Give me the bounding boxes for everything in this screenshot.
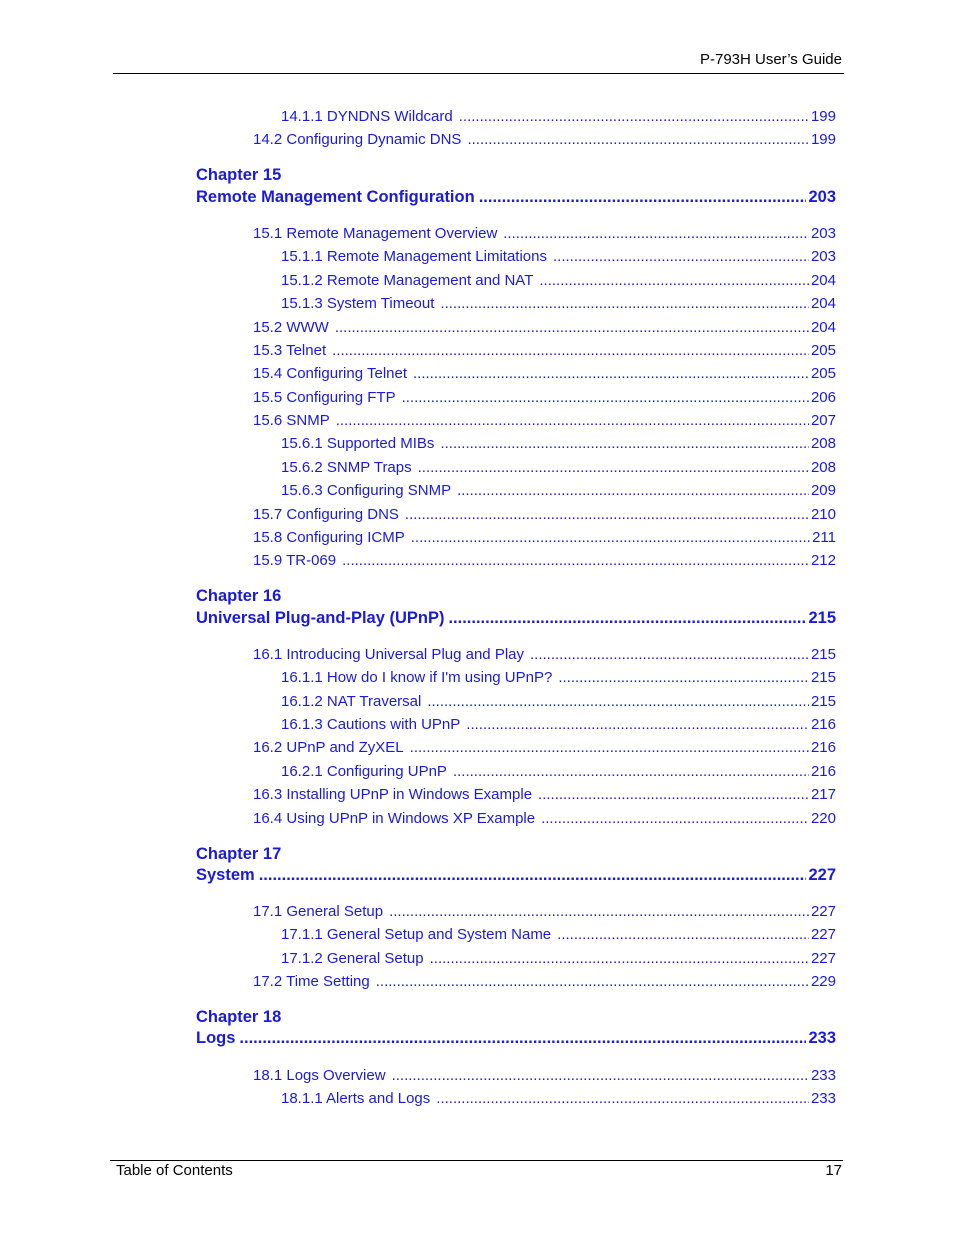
footer-page-number: 17 [825, 1162, 842, 1179]
toc-entry-15-6[interactable]: 15.6 SNMP ..... 207 [253, 412, 836, 430]
toc-entry-16-2-1[interactable]: 16.2.1 Configuring UPnP ..... 216 [281, 763, 836, 781]
chapter-17-number: Chapter 17 [196, 845, 282, 863]
toc-entry-16-3[interactable]: 16.3 Installing UPnP in Windows Example ..... 217 [253, 786, 836, 804]
toc-entry-18-1-1[interactable]: 18.1.1 Alerts and Logs ..... 233 [281, 1090, 836, 1108]
toc-entry-15-1-3[interactable]: 15.1.3 System Timeout ..... 204 [281, 295, 836, 313]
toc-entry-15-6-1[interactable]: 15.6.1 Supported MIBs ..... 208 [281, 435, 836, 453]
toc-entry-15-1-2[interactable]: 15.1.2 Remote Management and NAT ..... 204 [281, 272, 836, 290]
toc-entry-16-1-2[interactable]: 16.1.2 NAT Traversal ..... 215 [281, 693, 836, 711]
chapter-15-title[interactable]: Remote Management Configuration ..... 203 [196, 187, 836, 207]
toc-entry-14-1-1[interactable]: 14.1.1 DYNDNS Wildcard ..... 199 [281, 108, 836, 126]
toc-entry-15-8[interactable]: 15.8 Configuring ICMP ..... 211 [253, 529, 836, 547]
toc-entry-15-4[interactable]: 15.4 Configuring Telnet ..... 205 [253, 365, 836, 383]
toc-entry-16-1-3[interactable]: 16.1.3 Cautions with UPnP ..... 216 [281, 716, 836, 734]
footer-section-name: Table of Contents [116, 1162, 233, 1179]
toc-entry-15-1-1[interactable]: 15.1.1 Remote Management Limitations ..... 203 [281, 248, 836, 266]
chapter-16-title[interactable]: Universal Plug-and-Play (UPnP) ..... 215 [196, 608, 836, 628]
toc-entry-15-9[interactable]: 15.9 TR-069 ..... 212 [253, 552, 836, 570]
chapter-18-title[interactable]: Logs ..... 233 [196, 1028, 836, 1048]
toc-entry-17-1-1[interactable]: 17.1.1 General Setup and System Name ..... 227 [281, 926, 836, 944]
chapter-17-title[interactable]: System ..... 227 [196, 865, 836, 885]
toc-entry-16-2[interactable]: 16.2 UPnP and ZyXEL ..... 216 [253, 739, 836, 757]
footer-divider [110, 1160, 843, 1161]
chapter-18-number: Chapter 18 [196, 1008, 282, 1026]
toc-entry-17-1[interactable]: 17.1 General Setup ..... 227 [253, 903, 836, 921]
toc-entry-16-1-1[interactable]: 16.1.1 How do I know if I'm using UPnP? ..... 215 [281, 669, 836, 687]
toc-entry-16-1[interactable]: 16.1 Introducing Universal Plug and Play ..... 215 [253, 646, 836, 664]
toc-entry-14-2[interactable]: 14.2 Configuring Dynamic DNS ..... 199 [253, 131, 836, 149]
chapter-15-number: Chapter 15 [196, 166, 282, 184]
toc-entry-17-2[interactable]: 17.2 Time Setting ..... 229 [253, 973, 836, 991]
toc-entry-15-7[interactable]: 15.7 Configuring DNS ..... 210 [253, 506, 836, 524]
toc-entry-15-6-2[interactable]: 15.6.2 SNMP Traps ..... 208 [281, 459, 836, 477]
toc-entry-18-1[interactable]: 18.1 Logs Overview ..... 233 [253, 1067, 836, 1085]
toc-entry-17-1-2[interactable]: 17.1.2 General Setup ..... 227 [281, 950, 836, 968]
header-guide-title: P-793H User’s Guide [699, 51, 842, 68]
toc-entry-15-3[interactable]: 15.3 Telnet ..... 205 [253, 342, 836, 360]
toc-entry-16-4[interactable]: 16.4 Using UPnP in Windows XP Example ..... 220 [253, 810, 836, 828]
toc-entry-15-6-3[interactable]: 15.6.3 Configuring SNMP ..... 209 [281, 482, 836, 500]
toc-entry-15-5[interactable]: 15.5 Configuring FTP ..... 206 [253, 389, 836, 407]
toc-entry-15-1[interactable]: 15.1 Remote Management Overview ..... 203 [253, 225, 836, 243]
header-divider [113, 73, 844, 74]
toc-entry-15-2[interactable]: 15.2 WWW ..... 204 [253, 319, 836, 337]
chapter-16-number: Chapter 16 [196, 587, 282, 605]
